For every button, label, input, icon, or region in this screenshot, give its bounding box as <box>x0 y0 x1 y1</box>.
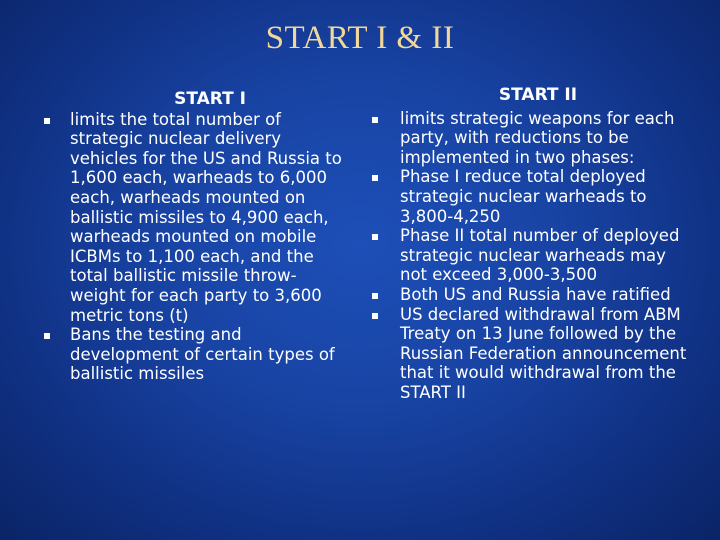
square-bullet-icon <box>372 175 378 181</box>
start-two-column <box>368 86 688 403</box>
list-item-text: Phase II total number of deployed strategic nuclear warheads may not exceed 3,000-3,500 <box>400 226 680 285</box>
list-item <box>368 285 688 305</box>
start-two-list <box>368 109 688 403</box>
start-two-heading: START II <box>498 85 578 105</box>
start-one-heading: START I <box>174 89 246 109</box>
square-bullet-icon <box>372 293 378 299</box>
list-item <box>368 109 688 168</box>
slide-title: START I & II <box>265 20 455 56</box>
list-item <box>40 110 350 326</box>
square-bullet-icon <box>372 313 378 319</box>
square-bullet-icon <box>44 333 50 339</box>
start-one-column <box>40 90 350 384</box>
list-item-text: limits the total number of strategic nuclear delivery vehicles for the US and Russia to 1,600 each, warheads to 6,000 each, warheads mounted on ballistic missiles to 4,900 each, warheads mounted on mobile ICBMs to 1,100 each, and the total ballistic missile throw-weight for each party to 3,600 metric tons (t) <box>70 109 342 325</box>
list-item <box>40 325 350 384</box>
list-item <box>368 226 688 285</box>
list-item-text: limits strategic weapons for each party, with reductions to be implemented in two phases: <box>400 108 675 167</box>
square-bullet-icon <box>372 234 378 240</box>
square-bullet-icon <box>44 118 50 124</box>
list-item <box>368 167 688 226</box>
list-item <box>368 305 688 403</box>
start-one-list <box>40 110 350 384</box>
square-bullet-icon <box>372 117 378 123</box>
list-item-text: Bans the testing and development of certain types of ballistic missiles <box>70 325 335 384</box>
list-item-text: Both US and Russia have ratified <box>400 284 671 304</box>
list-item-text: Phase I reduce total deployed strategic nuclear warheads to 3,800-4,250 <box>400 167 647 226</box>
list-item-text: US declared withdrawal from ABM Treaty on 13 June followed by the Russian Federation announcement that it would withdrawal from the START II <box>400 304 687 402</box>
